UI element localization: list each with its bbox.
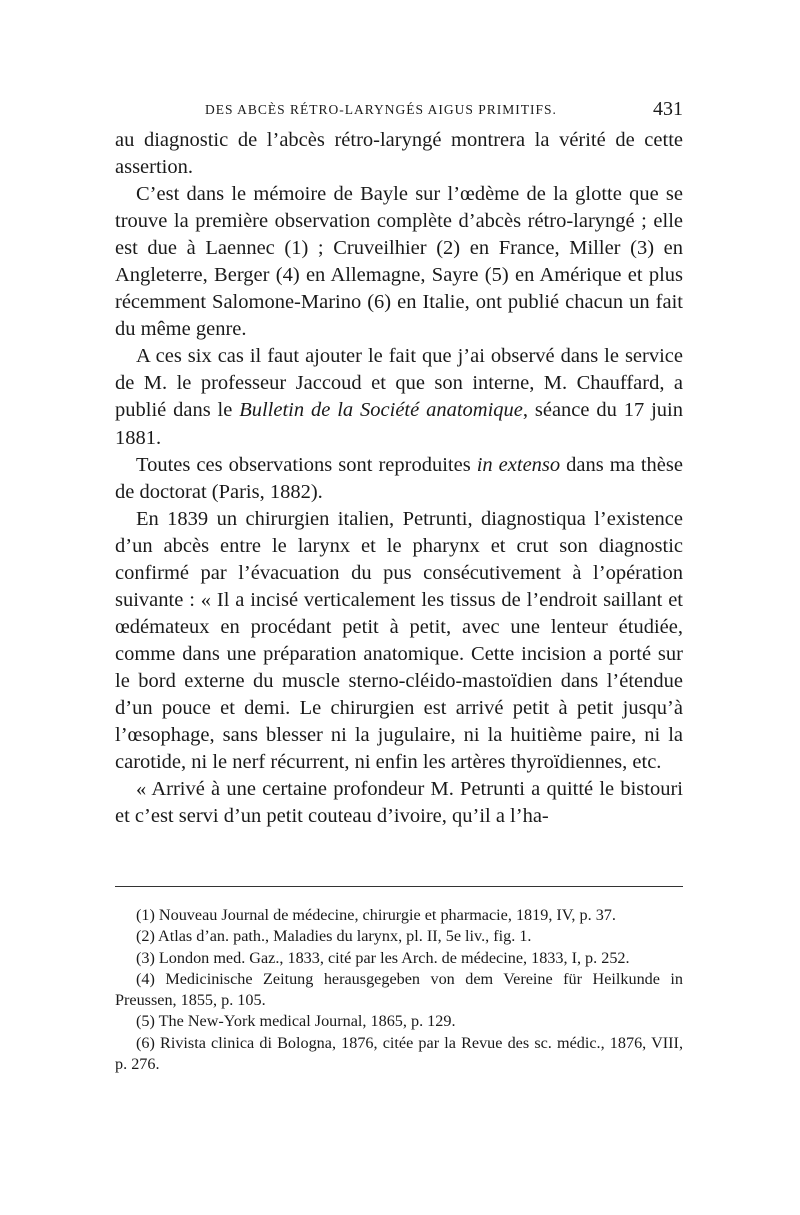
footnote-4: (4) Medicinische Zeitung herausgegeben von dem Vereine für Heilkunde in Preussen, 1855, p. 105.: [115, 969, 683, 1010]
footnote-2: (2) Atlas d’an. path., Maladies du larynx, pl. II, 5e liv., fig. 1.: [136, 927, 532, 946]
book-page: [115, 0, 683, 1215]
in-extenso: in extenso: [476, 453, 561, 476]
page-header: [115, 98, 683, 122]
paragraph-6: « Arrivé à une certaine profondeur M. Petrunti a quitté le bistouri et c’est servi d’un petit couteau d’ivoire, qu’il a l’ha-: [115, 778, 683, 828]
paragraph-4-text-b: dans ma thèse de doctorat (Paris, 1882).: [115, 453, 683, 503]
paragraph-1: au diagnostic de l’abcès rétro-laryngé montrera la vérité de cette assertion.: [115, 129, 683, 179]
bulletin-title: Bulletin de la Société anatomique: [239, 399, 523, 422]
footnote-rule: [115, 886, 683, 887]
paragraph-3-text-a: A ces six cas il faut ajouter le fait que j’ai observé dans le service de M. le professeur Jaccoud et que son interne, M. Chauffard, a publié dans le: [115, 345, 683, 422]
paragraph-3: [115, 343, 683, 451]
paragraph-3-text-b: , séance du 17 juin 1881.: [115, 399, 683, 449]
paragraph-2: C’est dans le mémoire de Bayle sur l’œdème de la glotte que se trouve la première observation complète d’abcès rétro-laryngé ; elle est due à Laennec (1) ; Cruveilhier (2) en France, Miller (3) en Angleterre, Berger (4) en Allemagne, Sayre (5) en Amérique et plus récemment Salomone-Marino (6) en Italie, ont publié chacun un fait du même genre.: [115, 183, 683, 341]
main-text: [115, 127, 683, 830]
paragraph-4: [115, 452, 683, 506]
page-number: 431: [653, 98, 683, 120]
running-title: DES ABCÈS RÉTRO-LARYNGÉS AIGUS PRIMITIFS.: [205, 102, 557, 117]
footnote-5: (5) The New-York medical Journal, 1865, p. 129.: [136, 1012, 456, 1031]
paragraph-5: En 1839 un chirurgien italien, Petrunti, diagnostiqua l’existence d’un abcès entre le larynx et le pharynx et crut son diagnostic confirmé par l’évacuation du pus consécutivement à l’opération suivante : « Il a incisé verticalement les tissus de l’endroit saillant et œdémateux en procédant petit à petit, avec une lenteur étudiée, comme dans une préparation anatomique. Cette incision a porté sur le bord externe du muscle sterno-cléido-mastoïdien dans l’étendue d’un pouce et demi. Le chirurgien est arrivé petit à petit jusqu’à l’œsophage, sans blesser ni la jugulaire, ni la huitième paire, ni la carotide, ni le nerf récurrent, ni enfin les artères thyroïdiennes, etc.: [115, 507, 683, 774]
footnote-3: (3) London med. Gaz., 1833, cité par les Arch. de médecine, 1833, I, p. 252.: [136, 948, 630, 967]
paragraph-4-text-a: Toutes ces observations sont reproduites: [136, 453, 477, 476]
footnotes: [115, 905, 683, 1075]
footnote-1: (1) Nouveau Journal de médecine, chirurgie et pharmacie, 1819, IV, p. 37.: [136, 906, 616, 924]
footnote-6: (6) Rivista clinica di Bologna, 1876, citée par la Revue des sc. médic., 1876, VIII, p. 276.: [115, 1033, 683, 1074]
